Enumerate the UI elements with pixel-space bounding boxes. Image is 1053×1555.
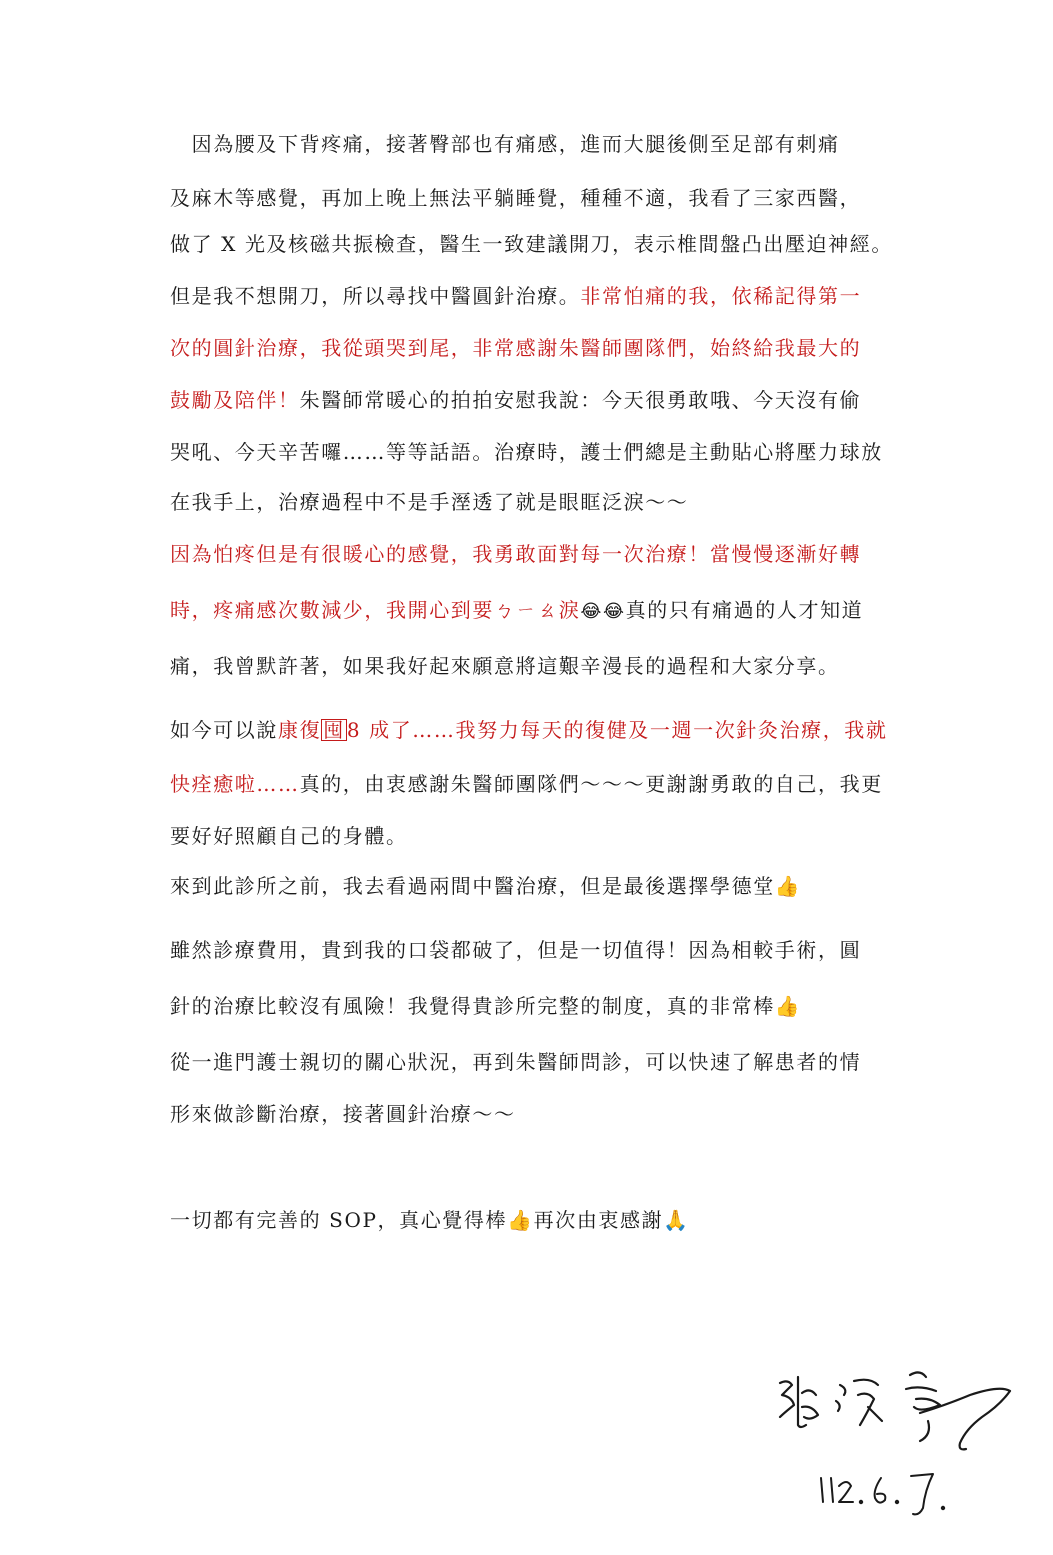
- text-segment: 但是我不想開刀，所以尋找中醫圓針治療。: [170, 284, 581, 308]
- highlighted-text: 8 成了……我努力每天的復健及一週一次針灸治療，我就: [346, 718, 888, 742]
- letter-line: [170, 128, 915, 160]
- letter-line: [170, 332, 915, 364]
- letter-line: [170, 820, 915, 852]
- letter-line: [170, 768, 915, 800]
- letter-line: [170, 228, 915, 260]
- letter-line: [170, 990, 915, 1022]
- text-segment: 如今可以說: [170, 718, 278, 742]
- text-segment: 在我手上，治療過程中不是手溼透了就是眼眶泛淚～～: [170, 490, 689, 514]
- letter-line: [170, 538, 915, 570]
- text-segment: 真的，由衷感謝朱醫師團隊們～～～更謝謝勇敢的自己，我更: [299, 772, 883, 796]
- letter-line: [170, 714, 915, 746]
- text-segment: 形來做診斷治療，接著圓針治療～～: [170, 1102, 516, 1126]
- letter-line: [170, 436, 915, 468]
- letter-line: [170, 1098, 915, 1130]
- text-segment: 朱醫師常暖心的拍拍安慰我說：今天很勇敢哦、今天沒有偷: [299, 388, 862, 412]
- handwritten-signature: [770, 1355, 1030, 1455]
- highlighted-text: 次的圓針治療，我從頭哭到尾，非常感謝朱醫師團隊們，始終給我最大的: [170, 336, 862, 360]
- handwritten-date: [815, 1460, 965, 1520]
- text-segment: 😂😂: [580, 601, 626, 622]
- letter-line: [170, 280, 915, 312]
- highlighted-text: 因為怕疼但是有很暖心的感覺，我勇敢面對每一次治療！當慢慢逐漸好轉: [170, 542, 862, 566]
- highlighted-text: 快痊癒啦……: [170, 772, 300, 796]
- text-segment: 做了 X 光及核磁共振檢查，醫生一致建議開刀，表示椎間盤凸出壓迫神經。: [170, 232, 893, 256]
- highlighted-text: 鼓勵及陪伴！: [170, 388, 300, 412]
- text-segment: 及麻木等感覺，再加上晚上無法平躺睡覺，種種不適，我看了三家西醫，: [170, 186, 862, 210]
- text-segment: 從一進門護士親切的關心狀況，再到朱醫師問診，可以快速了解患者的情: [170, 1050, 862, 1074]
- highlighted-text: 囤: [323, 718, 345, 742]
- text-segment: 針的治療比較沒有風險！我覺得貴診所完整的制度，真的非常棒👍: [170, 994, 802, 1018]
- letter-line: [170, 486, 915, 518]
- letter-line: [170, 594, 915, 628]
- letter-line: [170, 1204, 915, 1236]
- letter-line: [170, 384, 915, 416]
- letter-line: [170, 650, 915, 682]
- text-segment: 真的只有痛過的人才知道: [625, 598, 864, 622]
- letter-line: [170, 870, 915, 902]
- text-segment: 痛，我曾默許著，如果我好起來願意將這艱辛漫長的過程和大家分享。: [170, 654, 840, 678]
- letter-line: [170, 1046, 915, 1078]
- text-segment: 一切都有完善的 SOP，真心覺得棒👍再次由衷感謝🙏: [170, 1208, 690, 1232]
- highlighted-text: 康復: [278, 718, 322, 742]
- highlighted-text: 非常怕痛的我，依稀記得第一: [580, 284, 862, 308]
- text-segment: 雖然診療費用，貴到我的口袋都破了，但是一切值得！因為相較手術，圓: [170, 938, 862, 962]
- text-segment: 因為腰及下背疼痛，接著臀部也有痛感，進而大腿後側至足部有刺痛: [170, 132, 840, 156]
- letter-line: [170, 934, 915, 966]
- highlighted-text: 時，疼痛感次數減少，我開心到要ㄅㄧㄠ淚: [170, 598, 581, 622]
- text-segment: 來到此診所之前，我去看過兩間中醫治療，但是最後選擇學德堂👍: [170, 874, 802, 898]
- text-segment: 哭吼、今天辛苦囉……等等話語。治療時，護士們總是主動貼心將壓力球放: [170, 440, 883, 464]
- letter-line: [170, 182, 915, 214]
- text-segment: 要好好照顧自己的身體。: [170, 824, 408, 848]
